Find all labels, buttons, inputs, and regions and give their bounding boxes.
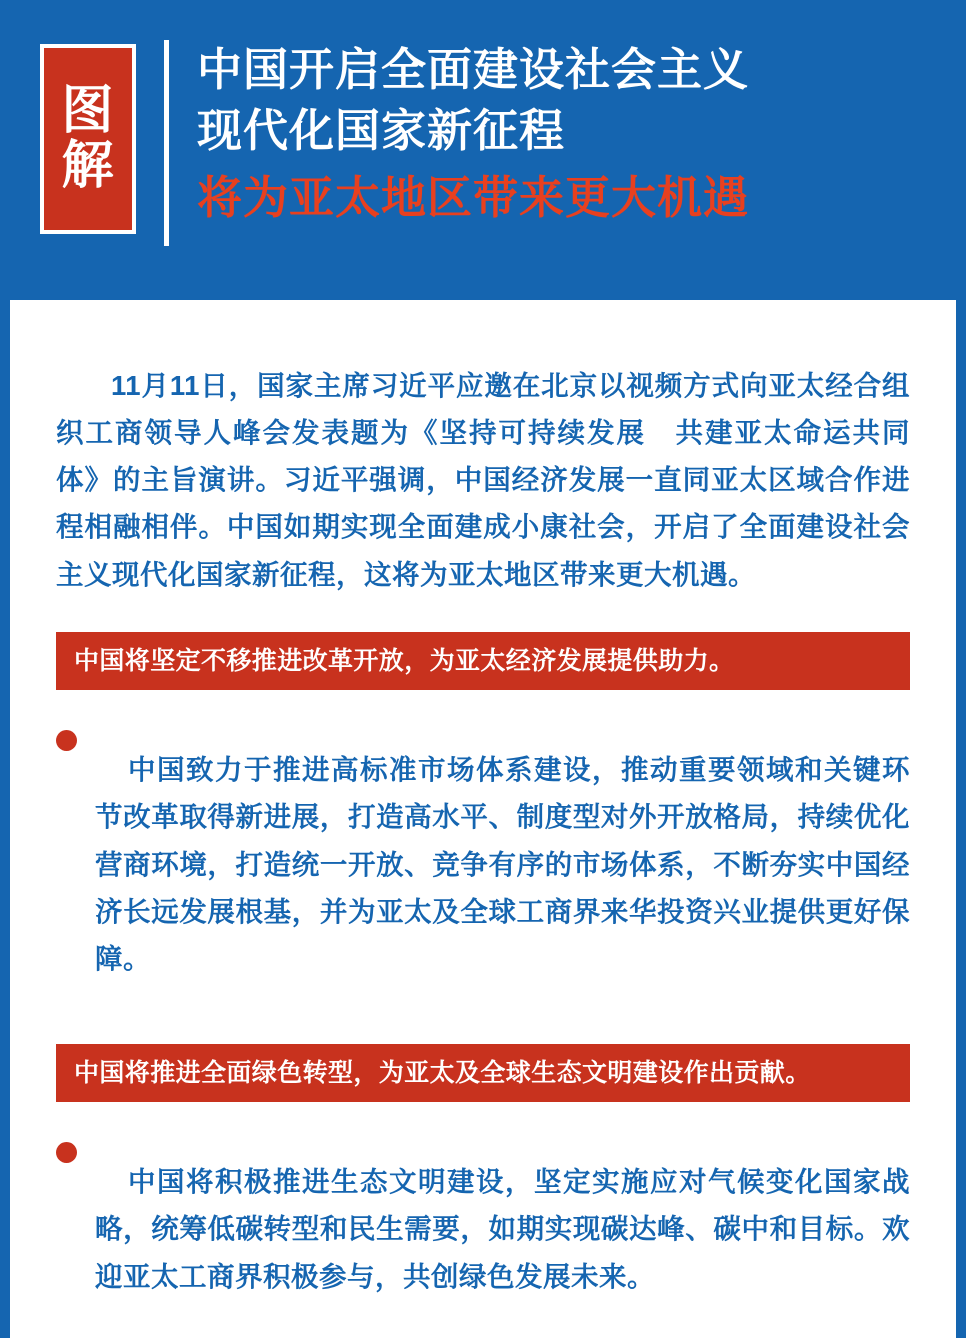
content-area xyxy=(0,300,966,1327)
header-divider xyxy=(164,40,169,246)
page-title-line-2: 现代化国家新征程 xyxy=(197,104,566,156)
page-subtitle: 将为亚太地区带来更大机遇 xyxy=(197,171,750,223)
bullet-dot-icon xyxy=(56,730,77,751)
bullet-block-1 xyxy=(56,718,910,1009)
bullet-dot-icon xyxy=(56,1142,77,1163)
bullet-block-2 xyxy=(56,1130,910,1327)
header-title-group xyxy=(197,30,926,228)
badge-char-1: 图 xyxy=(61,82,115,141)
bullet-text-2: 中国将积极推进生态文明建设，坚定实施应对气候变化国家战略，统筹低碳转型和民生需要，如期实现碳达峰、碳中和目标。欢迎亚太工商界积极参与，共创绿色发展未来。 xyxy=(95,1165,910,1292)
bullet-text-1: 中国致力于推进高标准市场体系建设，推动重要领域和关键环节改革取得新进展，打造高水平、制度型对外开放格局，持续优化营商环境，打造统一开放、竞争有序的市场体系，不断夯实中国经济长远发展根基，并为亚太及全球工商界来华投资兴业提供更好保障。 xyxy=(95,753,910,975)
intro-paragraph: 11月11日，国家主席习近平应邀在北京以视频方式向亚太经合组织工商领导人峰会发表题为《坚持可持续发展 共建亚太命运共同体》的主旨演讲。习近平强调，中国经济发展一直同亚太区域合作进程相融相伴。中国如期实现全面建成小康社会，开启了全面建设社会主义现代化国家新征程，这将为亚太地区带来更大机遇。 xyxy=(56,369,910,590)
section-banner-1: 中国将坚定不移推进改革开放，为亚太经济发展提供助力。 xyxy=(56,632,910,691)
section-banner-2: 中国将推进全面绿色转型，为亚太及全球生态文明建设作出贡献。 xyxy=(56,1044,910,1103)
tujie-badge xyxy=(40,44,136,234)
left-edge-bar xyxy=(0,300,10,1338)
right-edge-bar xyxy=(956,300,966,1338)
badge-char-2: 解 xyxy=(61,137,115,195)
page-title-line-1: 中国开启全面建设社会主义 xyxy=(197,44,750,95)
header-banner xyxy=(0,0,966,300)
